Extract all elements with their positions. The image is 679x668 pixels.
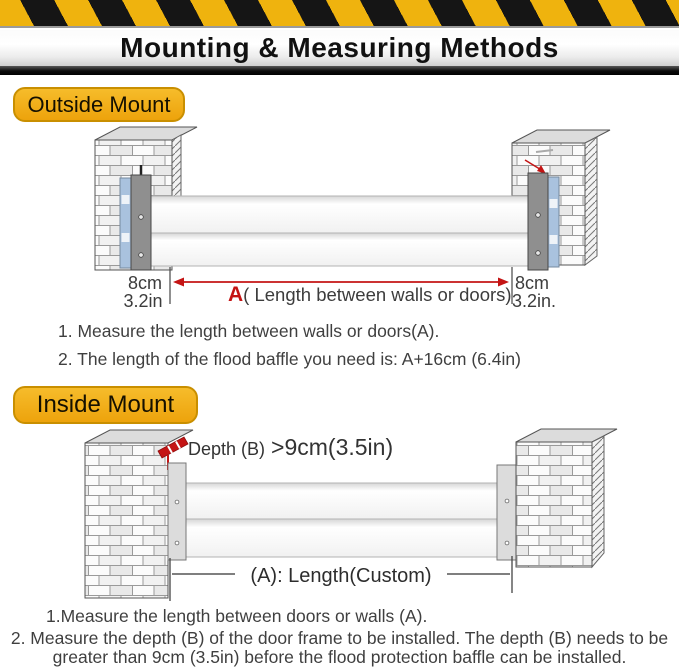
inside-step-2 <box>0 629 679 667</box>
bracket-plate <box>168 463 186 560</box>
seal-highlight <box>550 235 558 244</box>
inside-right-pillar <box>516 429 617 567</box>
baffle-plank-top <box>151 196 529 233</box>
right-offset-cm: 8cm <box>514 273 550 293</box>
baffle-plank-bottom <box>186 519 497 557</box>
depth-caption-value: >9cm(3.5in) <box>271 434 394 460</box>
left-offset-cm: 8cm <box>127 273 163 293</box>
seal-highlight <box>550 199 558 208</box>
screw <box>536 213 541 218</box>
left-offset-in: 3.2in <box>123 291 163 310</box>
outside-baffle-panel <box>151 196 529 266</box>
outside-mount-badge <box>13 87 185 122</box>
outside-step-2: 2. The length of the flood baffle you need is: A+16cm (6.4in) <box>58 349 521 369</box>
baffle-plank-top <box>186 483 497 519</box>
inside-step-1: 1.Measure the length between doors or walls (A). <box>46 606 428 626</box>
inside-mount-badge-label: Inside Mount <box>36 391 175 418</box>
length-caption-a: A <box>228 283 244 306</box>
pillar-side-face <box>585 137 597 265</box>
arrow-left-icon <box>173 278 184 287</box>
baffle-plank-bottom <box>151 233 529 266</box>
outside-mount-steps <box>58 321 521 377</box>
bracket-seal-strip <box>120 178 131 268</box>
screw <box>505 499 509 503</box>
depth-caption-label: Depth (B) <box>188 439 266 459</box>
depth-caption <box>188 434 393 460</box>
pillar-front-face <box>516 442 592 567</box>
screw <box>536 251 541 256</box>
screw <box>175 541 179 545</box>
outside-step-1: 1. Measure the length between walls or doors(A). <box>58 321 440 341</box>
pillar-top-face <box>95 127 197 140</box>
outside-dimension <box>123 267 556 310</box>
outside-mount-badge-label: Outside Mount <box>27 91 171 117</box>
outside-left-bracket <box>120 165 151 270</box>
pillar-side-face <box>592 436 604 567</box>
screw <box>505 541 509 545</box>
header-divider-bar <box>0 66 679 75</box>
inside-dimension <box>170 556 512 601</box>
length-caption <box>228 283 512 306</box>
hazard-stripe-banner <box>0 0 679 28</box>
screw <box>139 215 144 220</box>
pillar-side-face <box>172 135 181 196</box>
length-caption-text: ( Length between walls or doors) <box>243 284 512 305</box>
screw <box>139 253 144 258</box>
screw <box>175 500 179 504</box>
inside-right-bracket <box>497 465 516 560</box>
inside-mount-badge <box>13 386 198 424</box>
inside-step-2-text: 2. Measure the depth (B) of the door frame to be installed. The depth (B) needs to be greater than 9cm (3.5in) before the flood protection baffle can be installed. <box>10 628 669 667</box>
title-band <box>0 30 679 66</box>
inside-left-bracket <box>168 463 186 560</box>
right-offset-in: 3.2in. <box>511 291 557 310</box>
inside-baffle-panel <box>186 483 497 557</box>
inside-mount-diagram <box>0 425 679 605</box>
pillar-front-face <box>85 443 168 598</box>
seal-highlight <box>122 195 130 204</box>
page-title: Mounting & Measuring Methods <box>120 32 559 63</box>
length-custom-caption: (A): Length(Custom) <box>250 565 432 587</box>
outside-mount-diagram <box>0 125 679 310</box>
seal-highlight <box>122 233 130 242</box>
bracket-seal-strip <box>548 177 559 267</box>
bracket-plate <box>497 465 516 560</box>
